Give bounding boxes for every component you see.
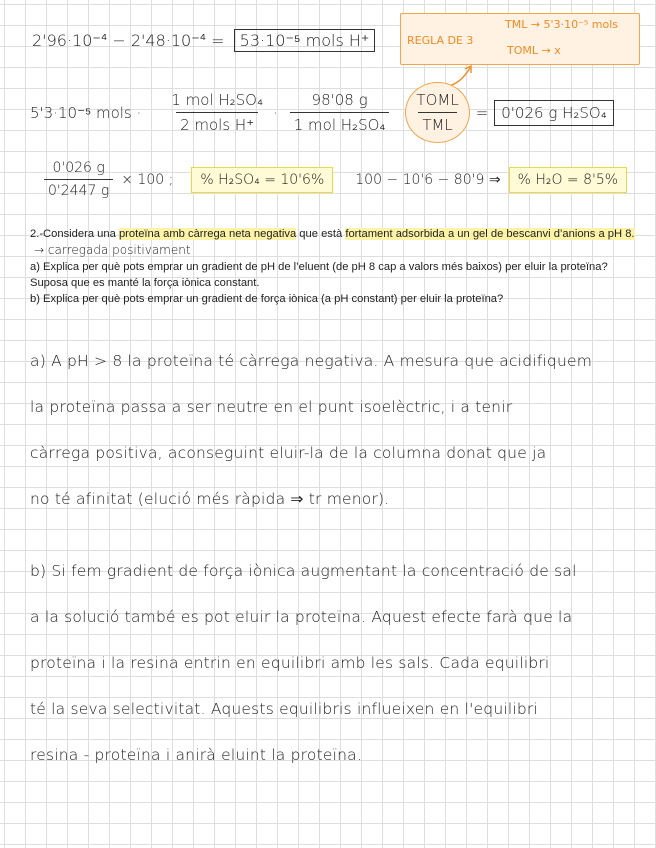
answer-b-line-2: a la solució també es pot eluir la proteïna. Aquest efecte farà que la [30,608,573,626]
rule-of-three-row-1: TML → 5'3·10⁻⁵ mols [505,18,619,31]
answer-b-line-3: proteïna i la resina entrin en equilibri amb les sals. Cada equilibri [30,654,550,672]
answer-a-line-2: la proteïna passa a ser neutre en el punt isoelèctric, i a tenir [30,398,513,416]
question-statement-middle: que està [296,228,346,240]
calc-line-1-result-box: 53·10⁻⁵ mols H⁺ [234,29,376,52]
answer-a-line-3: càrrega positiva, aconseguint eluir-la de la columna donat que ja [30,444,547,462]
fraction-volume-numerator: TOML [416,91,459,109]
rule-of-three-title: REGLA DE 3 [407,34,474,47]
calc-line-3-subtraction: 100 − 10'6 − 80'9 ⇒ [355,171,501,188]
fraction-mol-ratio-denominator: 2 mols H⁺ [176,112,258,134]
fraction-volume-circled [405,82,469,143]
calc-line-3 [44,160,627,199]
rule-of-three-box [400,13,640,65]
answer-b-line-4: té la seva selectivitat. Aquests equilibris influeixen en l'equilibri [30,700,538,718]
answer-b-line-1: b) Si fem gradient de força iònica augmentant la concentració de sal [30,562,577,580]
question-part-b: b) Explica per què pots emprar un gradient de força iònica (a pH constant) per eluir la proteïna? [30,293,504,305]
percent-water-box: % H₂O = 8'5% [509,167,628,193]
answer-b-line-5: resina - proteïna i anirà eluint la proteïna. [30,746,362,764]
rule-of-three-row-2: TOML → x [507,44,561,57]
question-block [30,226,636,307]
calc-line-2-dot: · [272,103,278,122]
fraction-volume-denominator: TML [418,112,456,134]
calc-line-2-lead: 5'3·10⁻⁵ mols · [30,103,142,122]
fraction-mass-percent-denominator: 0'2447 g [44,179,113,199]
fraction-mol-ratio [167,91,267,134]
percent-h2so4-box: % H₂SO₄ = 10'6% [191,167,333,193]
fraction-mass-percent [44,160,113,199]
fraction-mol-ratio-numerator: 1 mol H₂SO₄ [171,91,263,109]
calc-line-2-equals: = [475,103,489,122]
question-part-a: a) Explica per què pots emprar un gradient de pH de l’eluent (de pH 8 cap a valors més baixos) per eluir la proteïna? Suposa que es manté la força iònica constant. [30,261,608,289]
question-statement [30,226,636,259]
calc-line-2-result-box: 0'026 g H₂SO₄ [494,100,613,126]
calc-line-2 [30,82,614,143]
question-statement-start: 2.-Considera una [30,228,119,240]
handwritten-annotation: → carregada positivament [34,243,191,257]
calc-line-3-times: × 100 ; [121,171,174,188]
calc-line-1-expr: 2'96·10⁻⁴ − 2'48·10⁻⁴ = [32,31,225,50]
calc-line-1 [32,31,375,51]
fraction-molar-mass-numerator: 98'08 g [311,91,368,109]
highlight-anion-exchange: fortament adsorbida a un gel de bescanvi d’anions a pH 8. [345,228,635,240]
fraction-molar-mass-denominator: 1 mol H₂SO₄ [290,112,390,134]
fraction-molar-mass [290,91,390,134]
highlight-negative-charge: proteïna amb càrrega neta negativa [118,228,297,240]
answer-a-line-1: a) A pH > 8 la proteïna té càrrega negativa. A mesura que acidifiquem [30,352,592,370]
answer-a-line-4: no té afinitat (elució més ràpida ⇒ tr menor). [30,490,390,508]
fraction-mass-percent-numerator: 0'026 g [52,160,105,176]
